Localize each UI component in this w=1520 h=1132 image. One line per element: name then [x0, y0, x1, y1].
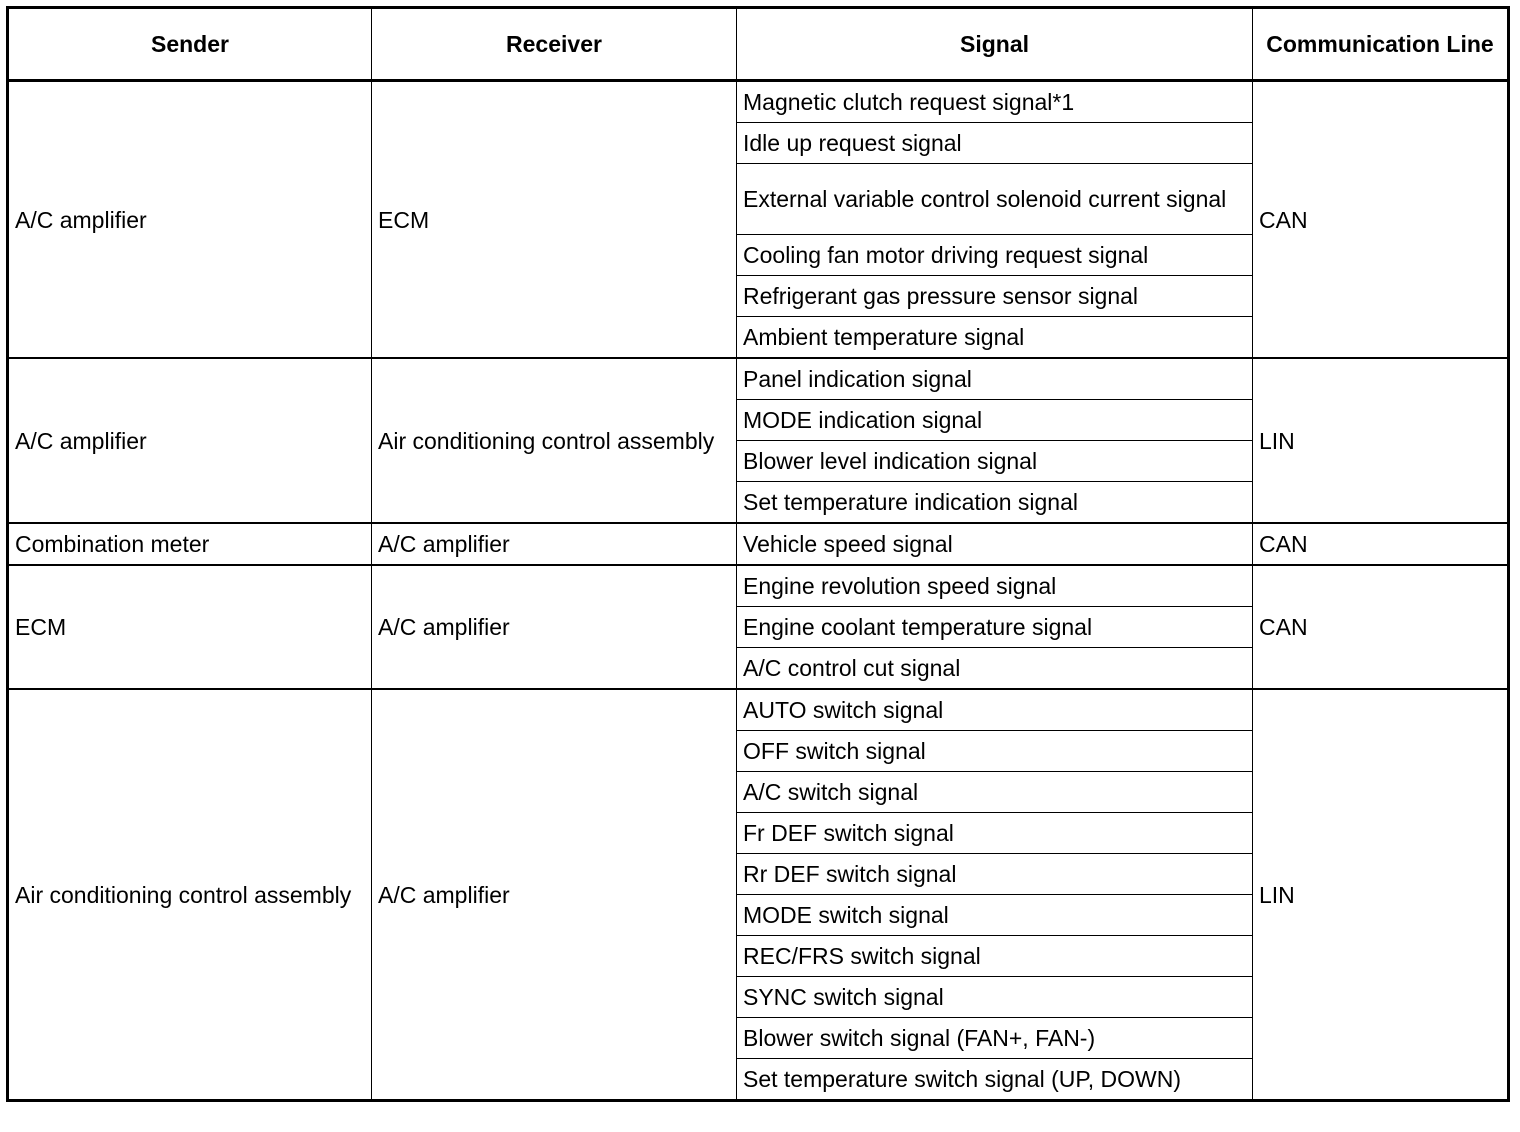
communication-line-cell: CAN [1253, 565, 1509, 689]
header-row [8, 8, 1509, 81]
table-row [8, 81, 1509, 123]
signal-cell: REC/FRS switch signal [737, 936, 1253, 977]
signal-cell: Engine coolant temperature signal [737, 607, 1253, 648]
table-header [8, 8, 1509, 81]
signal-cell: MODE indication signal [737, 400, 1253, 441]
sender-cell: Combination meter [8, 523, 372, 565]
header-receiver: Receiver [372, 8, 737, 81]
signal-cell: OFF switch signal [737, 731, 1253, 772]
signal-cell: Panel indication signal [737, 358, 1253, 400]
receiver-cell: ECM [372, 81, 737, 359]
receiver-cell: A/C amplifier [372, 689, 737, 1101]
signal-cell: SYNC switch signal [737, 977, 1253, 1018]
header-sender: Sender [8, 8, 372, 81]
signal-cell: A/C control cut signal [737, 648, 1253, 690]
signal-group [8, 565, 1509, 689]
header-signal: Signal [737, 8, 1253, 81]
signal-cell: A/C switch signal [737, 772, 1253, 813]
table-row [8, 523, 1509, 565]
table-row [8, 689, 1509, 731]
signal-cell: Set temperature switch signal (UP, DOWN) [737, 1059, 1253, 1101]
communication-table [6, 6, 1510, 1102]
sender-cell: Air conditioning control assembly [8, 689, 372, 1101]
signal-group [8, 523, 1509, 565]
signal-cell: External variable control solenoid current signal [737, 164, 1253, 235]
sender-cell: ECM [8, 565, 372, 689]
signal-cell: Idle up request signal [737, 123, 1253, 164]
communication-line-cell: LIN [1253, 689, 1509, 1101]
signal-cell: Engine revolution speed signal [737, 565, 1253, 607]
signal-cell: Ambient temperature signal [737, 317, 1253, 359]
communication-line-cell: LIN [1253, 358, 1509, 523]
signal-cell: AUTO switch signal [737, 689, 1253, 731]
receiver-cell: A/C amplifier [372, 565, 737, 689]
sender-cell: A/C amplifier [8, 81, 372, 359]
table-row [8, 565, 1509, 607]
communication-line-cell: CAN [1253, 523, 1509, 565]
header-communication-line: Communication Line [1253, 8, 1509, 81]
signal-cell: Blower switch signal (FAN+, FAN-) [737, 1018, 1253, 1059]
signal-cell: Magnetic clutch request signal*1 [737, 81, 1253, 123]
signal-cell: Fr DEF switch signal [737, 813, 1253, 854]
signal-cell: Blower level indication signal [737, 441, 1253, 482]
signal-cell: Rr DEF switch signal [737, 854, 1253, 895]
signal-group [8, 689, 1509, 1101]
signal-cell: MODE switch signal [737, 895, 1253, 936]
signal-cell: Cooling fan motor driving request signal [737, 235, 1253, 276]
receiver-cell: Air conditioning control assembly [372, 358, 737, 523]
communication-line-cell: CAN [1253, 81, 1509, 359]
signal-cell: Set temperature indication signal [737, 482, 1253, 524]
receiver-cell: A/C amplifier [372, 523, 737, 565]
table-row [8, 358, 1509, 400]
signal-cell: Refrigerant gas pressure sensor signal [737, 276, 1253, 317]
signal-group [8, 358, 1509, 523]
sender-cell: A/C amplifier [8, 358, 372, 523]
signal-cell: Vehicle speed signal [737, 523, 1253, 565]
signal-group [8, 81, 1509, 359]
